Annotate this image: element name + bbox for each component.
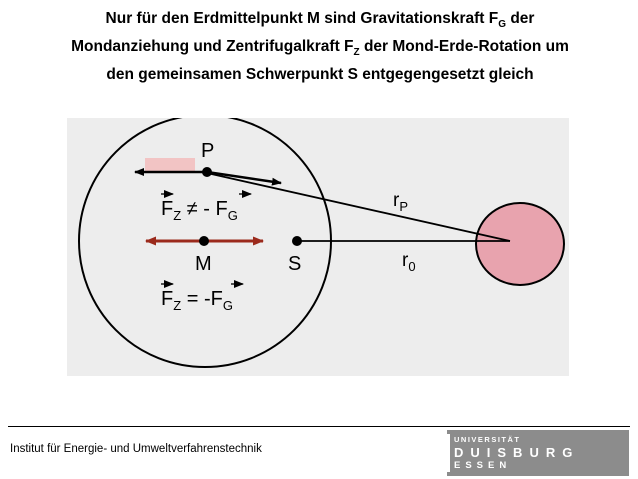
- label-p: P: [201, 140, 215, 162]
- title-line-2: Mondanziehung und Zentrifugalkraft $F_Z$ der Mond-Erde-Rotation um: [71, 38, 569, 59]
- point-p-dot: [202, 167, 212, 177]
- footer-divider: [8, 426, 630, 427]
- moon-circle: [476, 203, 564, 285]
- diagram-svg: [67, 118, 569, 376]
- slide-title: [20, 8, 620, 86]
- label-rp: $r_P$: [393, 190, 408, 214]
- label-r0: $r_0$: [402, 250, 416, 274]
- svg-text:FZ = -FG: $F_Z = -F_G$: [161, 288, 233, 313]
- title-line-3: den gemeinsamen Schwerpunkt S entgegengesetzt gleich: [106, 66, 534, 84]
- earth-moon-diagram: [67, 118, 569, 376]
- label-m: M: [195, 253, 212, 275]
- logo-sub-text: ESSEN: [454, 460, 512, 471]
- footer-institute: Institut für Energie- und Umweltverfahrenstechnik: [10, 443, 262, 455]
- label-s: S: [288, 253, 302, 275]
- point-m-dot: [199, 236, 209, 246]
- logo-top-text: UNIVERSITÄT: [454, 435, 521, 444]
- logo-bar: [447, 434, 450, 472]
- logo-main-text: DUISBURG: [454, 445, 580, 460]
- highlight-box: [145, 158, 195, 172]
- svg-text:FZ ≠ - FG: $F_Z$ ≠ - $F_G$: [161, 198, 238, 223]
- university-logo: [447, 430, 629, 476]
- title-line-1: Nur für den Erdmittelpunkt M sind Gravitationskraft $F_G$ der: [105, 10, 535, 31]
- point-s-dot: [292, 236, 302, 246]
